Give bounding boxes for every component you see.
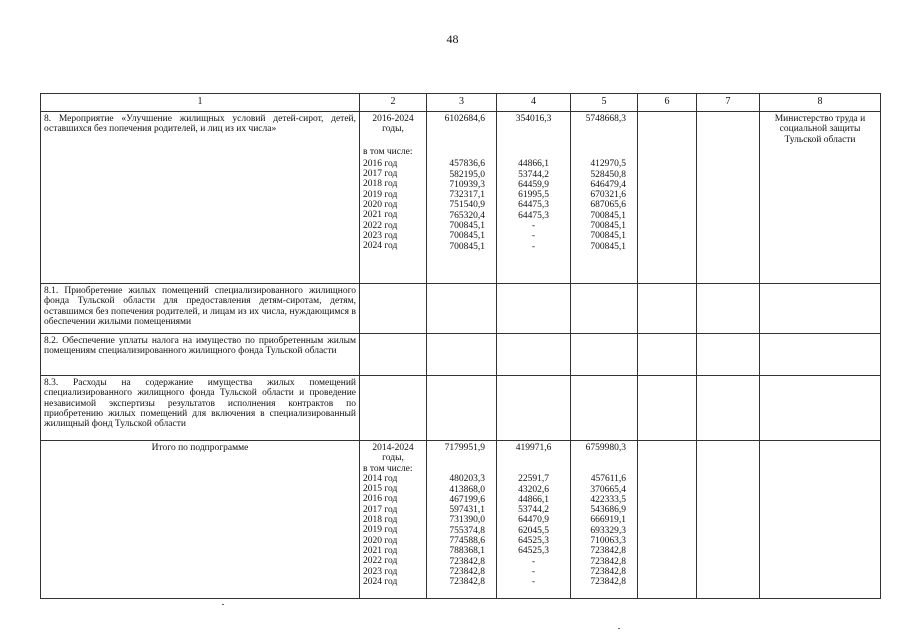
header-col-7: 7 bbox=[697, 94, 760, 112]
value-cell: 480203,3 bbox=[449, 474, 485, 485]
row-8-1 bbox=[41, 284, 881, 334]
value-cell: 413868,0 bbox=[449, 484, 485, 495]
row-8-incl: в том числе: bbox=[363, 146, 413, 157]
value-cell: 64470,9 bbox=[518, 515, 549, 526]
value-cell: 467199,6 bbox=[449, 494, 485, 505]
total-col3-values bbox=[430, 474, 493, 587]
value-cell: 44866,1 bbox=[518, 494, 549, 505]
year-item: 2024 год bbox=[363, 241, 398, 252]
value-cell: 457611,6 bbox=[590, 474, 626, 485]
page-number: 48 bbox=[446, 32, 459, 46]
total-col7 bbox=[697, 441, 760, 599]
value-cell: 64475,3 bbox=[518, 200, 549, 211]
value-cell: 710063,3 bbox=[590, 536, 626, 547]
header-col-5: 5 bbox=[571, 94, 638, 112]
value-cell: 422333,5 bbox=[590, 494, 626, 505]
row-8-col3-values bbox=[430, 159, 493, 252]
row-8-title: 8. Мероприятие «Улучшение жилищных условий детей-сирот, детей, оставшихся без попечения родителей, и лиц из их числа» bbox=[41, 112, 360, 284]
year-item: 2023 год bbox=[363, 230, 398, 241]
row-8-col5-values bbox=[574, 159, 634, 252]
year-item: 2023 год bbox=[363, 566, 398, 577]
value-cell: 64525,3 bbox=[518, 536, 549, 547]
value-cell: 412970,5 bbox=[590, 159, 626, 170]
total-period-unit: годы, bbox=[382, 453, 404, 464]
value-cell: 687065,6 bbox=[590, 200, 626, 211]
row-8-period-cell bbox=[360, 112, 427, 284]
value-cell: 22591,7 bbox=[518, 474, 549, 485]
year-item: 2020 год bbox=[363, 200, 398, 211]
value-cell: 710939,3 bbox=[449, 179, 485, 190]
year-item: 2021 год bbox=[363, 210, 398, 221]
row-8-col4-cell bbox=[497, 112, 571, 284]
value-cell: 723842,8 bbox=[449, 566, 485, 577]
year-item: 2024 год bbox=[363, 576, 398, 587]
value-cell: 457836,6 bbox=[449, 159, 485, 170]
value-cell: 64475,3 bbox=[518, 210, 549, 221]
row-8-2 bbox=[41, 334, 881, 376]
row-8-col4-values bbox=[500, 159, 567, 252]
value-cell: 528450,8 bbox=[590, 169, 626, 180]
value-cell: 43202,6 bbox=[518, 484, 549, 495]
value-cell: - bbox=[531, 577, 536, 588]
year-item: 2015 год bbox=[363, 484, 398, 495]
value-cell: 723842,8 bbox=[590, 577, 626, 588]
row-8-measure bbox=[41, 112, 881, 284]
header-col-1: 1 bbox=[41, 94, 360, 112]
value-cell: 62045,5 bbox=[518, 525, 549, 536]
value-cell: 732317,1 bbox=[449, 190, 485, 201]
value-cell: 765320,4 bbox=[449, 210, 485, 221]
value-cell: 700845,1 bbox=[590, 241, 626, 252]
value-cell: 543686,9 bbox=[590, 505, 626, 516]
year-item: 2017 год bbox=[363, 169, 398, 180]
header-col-4: 4 bbox=[497, 94, 571, 112]
value-cell: 700845,1 bbox=[590, 221, 626, 232]
value-cell: - bbox=[531, 241, 536, 252]
value-cell: 788368,1 bbox=[449, 546, 485, 557]
value-cell: - bbox=[531, 221, 536, 232]
year-item: 2018 год bbox=[363, 179, 398, 190]
value-cell: 64459,9 bbox=[518, 179, 549, 190]
value-cell: 700845,1 bbox=[590, 210, 626, 221]
header-col-3: 3 bbox=[427, 94, 497, 112]
value-cell: 64525,3 bbox=[518, 546, 549, 557]
header-col-2: 2 bbox=[360, 94, 427, 112]
total-col3-cell bbox=[427, 441, 497, 599]
year-item: 2016 год bbox=[363, 494, 398, 505]
header-row bbox=[41, 94, 881, 112]
row-8-col7 bbox=[697, 112, 760, 284]
value-cell: 597431,1 bbox=[449, 505, 485, 516]
value-cell: 723842,8 bbox=[449, 577, 485, 588]
value-cell: 700845,1 bbox=[449, 231, 485, 242]
row-8-total3: 6102684,6 bbox=[444, 114, 485, 124]
value-cell: 774588,6 bbox=[449, 536, 485, 547]
row-8-responsible: Министерство труда и социальной защиты Тульской области bbox=[760, 112, 881, 284]
value-cell: 700845,1 bbox=[449, 241, 485, 252]
total-period: 2014-2024 bbox=[372, 443, 414, 453]
year-item: 2022 год bbox=[363, 220, 398, 231]
row-8-years bbox=[363, 159, 423, 252]
total-col4-cell bbox=[497, 441, 571, 599]
year-item: 2019 год bbox=[363, 189, 398, 200]
row-8-total4: 354016,3 bbox=[515, 114, 552, 124]
header-col-6: 6 bbox=[638, 94, 697, 112]
total-col5-values bbox=[574, 474, 634, 587]
row-8-2-title: 8.2. Обеспечение уплаты налога на имущество по приобретенным жилым помещениям специализированного жилищного фонда Тульской области bbox=[41, 334, 360, 376]
total-period-cell bbox=[360, 441, 427, 599]
total-col6 bbox=[638, 441, 697, 599]
total-total5: 6759980,3 bbox=[585, 443, 626, 453]
total-col4-values bbox=[500, 474, 567, 587]
row-8-col5-cell bbox=[571, 112, 638, 284]
total-col5-cell bbox=[571, 441, 638, 599]
value-cell: 53744,2 bbox=[518, 169, 549, 180]
value-cell: 723842,8 bbox=[590, 566, 626, 577]
year-item: 2021 год bbox=[363, 545, 398, 556]
year-item: 2018 год bbox=[363, 515, 398, 526]
row-8-3 bbox=[41, 376, 881, 441]
year-item: 2014 год bbox=[363, 473, 398, 484]
value-cell: 723842,8 bbox=[590, 556, 626, 567]
year-item: 2017 год bbox=[363, 504, 398, 515]
value-cell: 731390,0 bbox=[449, 515, 485, 526]
value-cell: 666919,1 bbox=[590, 515, 626, 526]
row-8-3-title: 8.3. Расходы на содержание имущества жилых помещений специализированного жилищного фонда Тульской области и проведение независимой экспертизы результатов исполнения контрактов по приобретению жилых помещений для включения в специализированный жилищный фонд Тульской области bbox=[41, 376, 360, 441]
year-item: 2020 год bbox=[363, 535, 398, 546]
row-8-col3-cell bbox=[427, 112, 497, 284]
value-cell: 755374,8 bbox=[449, 525, 485, 536]
row-total bbox=[41, 441, 881, 599]
total-incl: в том числе: bbox=[363, 463, 413, 474]
value-cell: 700845,1 bbox=[449, 221, 485, 232]
total-col8 bbox=[760, 441, 881, 599]
value-cell: 693329,3 bbox=[590, 525, 626, 536]
total-title: Итого по подпрограмме bbox=[41, 441, 360, 599]
budget-table bbox=[40, 93, 881, 599]
value-cell: - bbox=[531, 231, 536, 242]
total-total3: 7179951,9 bbox=[444, 443, 485, 453]
row-8-1-title: 8.1. Приобретение жилых помещений специализированного жилищного фонда Тульской области для предоставления детям-сиротам, детям, оставшимся без попечения родителей, и лицам из их числа, нуждающимся в обеспечении жилыми помещениями bbox=[41, 284, 360, 334]
value-cell: 44866,1 bbox=[518, 159, 549, 170]
row-8-col6 bbox=[638, 112, 697, 284]
value-cell: 700845,1 bbox=[590, 231, 626, 242]
value-cell: 723842,8 bbox=[590, 546, 626, 557]
header-col-8: 8 bbox=[760, 94, 881, 112]
year-item: 2016 год bbox=[363, 158, 398, 169]
value-cell: 61995,5 bbox=[518, 190, 549, 201]
row-8-total5: 5748668,3 bbox=[585, 114, 626, 124]
value-cell: 582195,0 bbox=[449, 169, 485, 180]
year-item: 2022 год bbox=[363, 556, 398, 567]
value-cell: 53744,2 bbox=[518, 505, 549, 516]
row-8-period-unit: годы, bbox=[382, 124, 404, 135]
value-cell: 646479,4 bbox=[590, 179, 626, 190]
total-total4: 419971,6 bbox=[515, 443, 552, 453]
year-item: 2019 год bbox=[363, 525, 398, 536]
value-cell: - bbox=[531, 556, 536, 567]
row-8-period: 2016-2024 bbox=[372, 114, 414, 124]
value-cell: 723842,8 bbox=[449, 556, 485, 567]
value-cell: - bbox=[531, 566, 536, 577]
value-cell: 370665,4 bbox=[590, 484, 626, 495]
total-years bbox=[363, 474, 423, 587]
value-cell: 751540,9 bbox=[449, 200, 485, 211]
value-cell: 670321,6 bbox=[590, 190, 626, 201]
